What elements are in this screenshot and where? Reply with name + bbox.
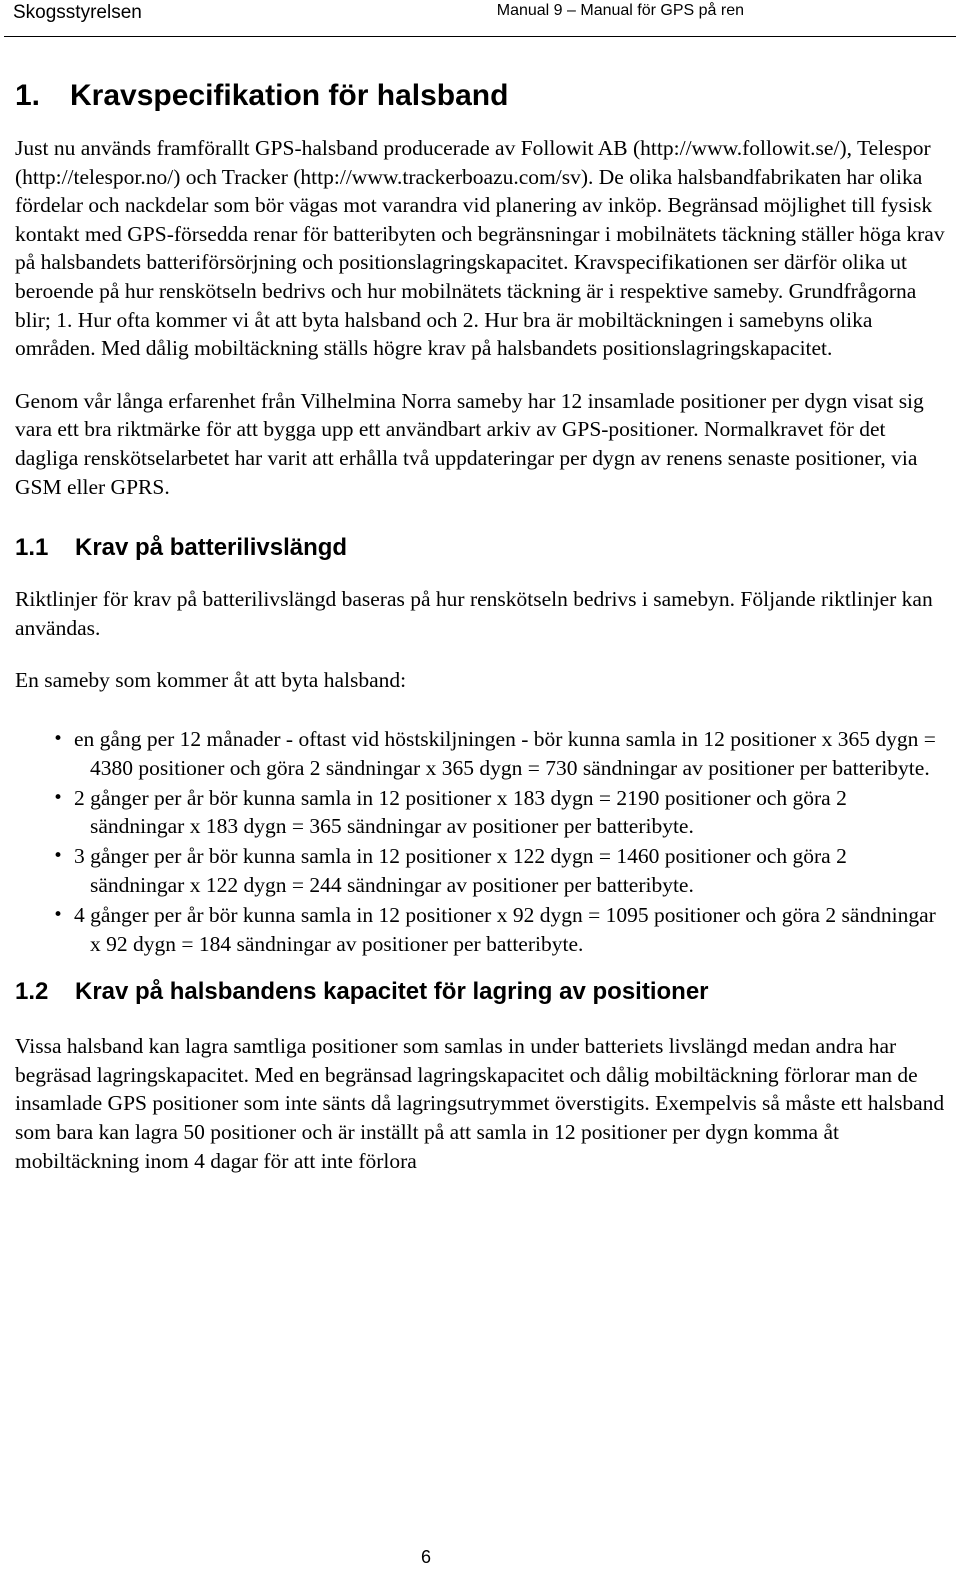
battery-requirements-list xyxy=(15,725,945,958)
header-organization: Skogsstyrelsen xyxy=(13,2,142,23)
section-1-paragraph-1: Just nu används framförallt GPS-halsband producerade av Followit AB (http://www.followit.se/), Telespor (http://telespor.no/) och Tracker (http://www.trackerboazu.com/sv). De olika halsbandfabrikaten har olika fördelar och nackdelar som bör vägas mot varandra vid planering av inköp. Begränsad möjlighet till fysisk kontakt med GPS-försedda renar för batteribyten och begränsningar i mobilnätets täckning ställer höga krav på halsbandets batteriförsörjning och positionslagringskapacitet. Kravspecifikationen ser därför olika ut beroende på hur renskötseln bedrivs och hur mobilnätets täckning är i respektive sameby. Grundfrågorna blir; 1. Hur ofta kommer vi åt att byta halsband och 2. Hur bra är mobiltäckningen i samebyns olika områden. Med dålig mobiltäckning ställs högre krav på halsbandets positionslagringskapacitet. xyxy=(15,136,945,361)
document-body xyxy=(15,72,945,1175)
section-1-1-number: 1.1 xyxy=(15,534,49,562)
page-number: 6 xyxy=(420,1547,431,1567)
bullet-icon: • xyxy=(53,846,64,867)
list-item-text: 2 gånger per år bör kunna samla in 12 positioner x 183 dygn = 2190 positioner och göra 2 sändningar x 183 dygn = 365 sändningar av positioner per batteribyte. xyxy=(74,785,847,839)
bullet-icon: • xyxy=(53,904,64,925)
list-item-text: 3 gånger per år bör kunna samla in 12 positioner x 122 dygn = 1460 positioner och göra 2 sändningar x 122 dygn = 244 sändningar av positioner per batteribyte. xyxy=(74,844,847,897)
header-document-title: Manual 9 – Manual för GPS på ren xyxy=(496,2,744,19)
section-1-title: Kravspecifikation för halsband xyxy=(70,79,509,112)
page-header xyxy=(0,0,960,38)
list-item xyxy=(15,784,945,841)
list-item xyxy=(15,901,945,958)
list-item xyxy=(15,725,945,782)
header-divider xyxy=(4,36,956,37)
section-1-2-title: Krav på halsbandens kapacitet för lagring av positioner xyxy=(75,978,709,1006)
bullet-icon: • xyxy=(53,787,64,808)
section-1-1-paragraph-1: Riktlinjer för krav på batterilivslängd baseras på hur renskötseln bedrivs i samebyn. Följande riktlinjer kan användas. xyxy=(15,587,933,640)
list-item-text: en gång per 12 månader - oftast vid höstskiljningen - bör kunna samla in 12 positioner x 365 dygn = 4380 positioner och göra 2 sändningar x 365 dygn = 730 sändningar av positioner per batteribyte. xyxy=(74,726,936,780)
section-1-2-paragraph-1: Vissa halsband kan lagra samtliga positioner som samlas in under batteriets livslängd medan andra har begräsad lagringskapacitet. Med en begränsad lagringskapacitet och dålig mobiltäckning förlorar man de insamlade GPS positioner som inte sänts då lagringsutrymmet överstigits. Exempelvis så måste ett halsband som bara kan lagra 50 positioner och är inställt på att samla in 12 positioner per dygn komma åt mobiltäckning inom 4 dagar för att inte förlora xyxy=(15,1034,945,1173)
section-1-1-heading xyxy=(15,532,945,564)
section-1-number: 1. xyxy=(15,79,41,112)
bullet-icon: • xyxy=(53,728,64,749)
list-item xyxy=(15,842,945,899)
section-1-paragraph-2: Genom vår långa erfarenhet från Vilhelmina Norra sameby har 12 insamlade positioner per dygn visat sig vara ett bra riktmärke för att bygga upp ett användbart arkiv av GPS-positioner. Normalkravet för det dagliga renskötselarbetet har varit att erhålla två uppdateringar per dygn av renens senaste positioner, via GSM eller GPRS. xyxy=(15,388,924,499)
list-item-text: 4 gånger per år bör kunna samla in 12 positioner x 92 dygn = 1095 positioner och göra 2 sändningar x 92 dygn = 184 sändningar av positioner per batteribyte. xyxy=(74,902,936,956)
section-1-2-number: 1.2 xyxy=(15,978,49,1006)
section-1-heading xyxy=(15,76,945,116)
section-1-1-paragraph-2: En sameby som kommer åt att byta halsband: xyxy=(15,668,407,693)
section-1-1-title: Krav på batterilivslängd xyxy=(75,534,348,562)
section-1-2-heading xyxy=(15,976,945,1008)
